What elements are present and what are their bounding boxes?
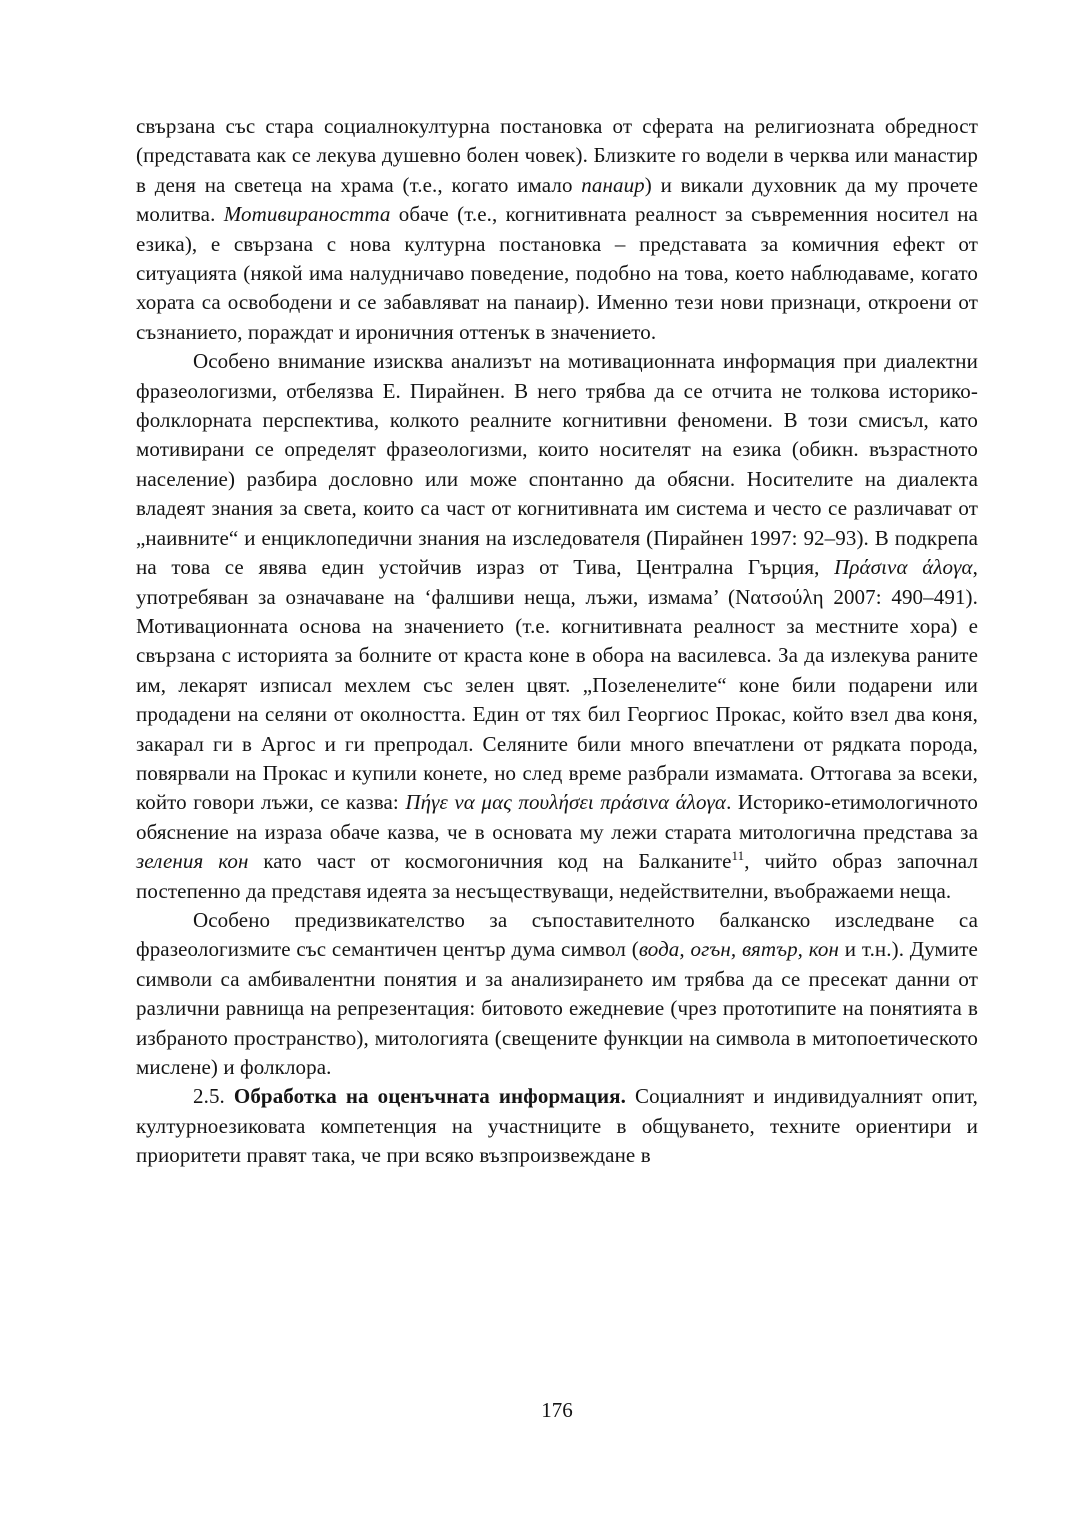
paragraph-4 — [136, 1082, 978, 1170]
text-run: Социалният и индивидуалният опит, културноезиковата компетенция на участниците в общуването, техните ориентири и приоритети правят така, че при всяко възпроизвеждане в — [136, 1084, 979, 1168]
section-heading-run: Обработка на оценъчната информация. — [233, 1084, 626, 1109]
text-run: обаче (т.е., когнитивната реалност за съвременния носител на езика), е свързана с нова културна постановка – представата за комичния ефект от ситуацията (някой има налудничаво поведение, подобно на това, което наблюдаваме, когато хората са освободени и се забавляват на панаир). Именно тези нови признаци, откроени от съзнанието, пораждат и ироничния оттенък в значението. — [136, 202, 978, 344]
text-run: , чийто образ започнал постепенно да представя идеята за несъществуващи, недействителни, въображаеми неща. — [136, 849, 978, 903]
text-run: Особено внимание изисква анализът на мотивационната информация при диалектни фразеологизми, отбелязва Е. Пирайнен. В него трябва да се отчита не толкова историко-фолклорната перспектива, колкото реалните когнитивни феномени. В този смисъл, като мотивирани се определят фразеологизми, които носителят на езика (обикн. възрастното население) разбира дословно или може спонтанно да обясни. Носителите на диалекта владеят знания за света, които са част от когнитивната им система и често се различават от „наивните“ и енциклопедични знания на изследователя (Пирайнен 1997: 92–93). В подкрепа на това се явява един устойчив израз от Тива, Централна Гърция, — [136, 349, 978, 580]
paragraph-3 — [136, 906, 978, 1082]
text-block — [136, 112, 978, 1171]
paragraph-2 — [136, 347, 978, 906]
page-number: 176 — [541, 1398, 573, 1422]
text-run-italic: вода, огън, вятър, кон — [638, 937, 840, 962]
text-run-italic: панаир — [581, 172, 645, 197]
text-run-italic: зеления кон — [136, 849, 249, 874]
text-run-italic: Мотивираността — [223, 202, 391, 227]
text-run: , употребяван за означаване на ‘фалшиви неща, лъжи, измама’ (Νατσούλη 2007: 490–491). Мотивационната основа на значението (т.е. когнитивната реалност за местните хора) е свързана с историята за болните от краста коне в обора на василевса. За да излекува раните им, лекарят изписал мехлем със зелен цвят. „Позеленелите“ коне били подарени или продадени на селяни от околността. Един от тях бил Георгиос Прокас, който взел два коня, закарал ги в Аргос и ги препродал. Селяните били много впечатлени от рядката порода, повярвали на Прокас и купили конете, но след време разбрали измамата. Оттогава за всеки, който говори лъжи, се казва: — [136, 555, 978, 815]
text-run: и т.н.). Думите символи са амбивалентни понятия и за анализирането им трябва да се пресекат данни от различни равнища на репрезентация: битовото ежедневие (чрез прототипите на понятията в избраното пространство), митологията (свещените функции на символа в митопоетическото мислене) и фолклора. — [136, 937, 978, 1079]
text-run: като част от космогоничния код на Балканите — [248, 849, 732, 874]
text-run: Особено предизвикателство за съпоставителното балканско изследване са фразеологизмите със семантичен център дума символ ( — [136, 907, 978, 962]
text-run: . Историко-етимологичното обяснение на израза обаче казва, че в основата му лежи старата митологична представа за — [136, 790, 978, 844]
text-run-italic: Πήγε να μας πουλήσει πράσινα άλογα — [405, 790, 727, 815]
text-run: 2.5. — [193, 1084, 234, 1109]
paragraph-1 — [136, 112, 978, 347]
footnote-reference: 11 — [731, 848, 745, 864]
text-run-italic: Πράσινα άλογα — [834, 555, 973, 580]
text-run: ) и викали духовник да му прочете молитва. — [136, 172, 978, 227]
text-run: свързана със стара социалнокултурна постановка от сферата на религиозната обредност (представата как се лекува душевно болен човек). Близките го водели в черква или манастир в деня на светеца на храма (т.е., когато имало — [136, 114, 978, 197]
